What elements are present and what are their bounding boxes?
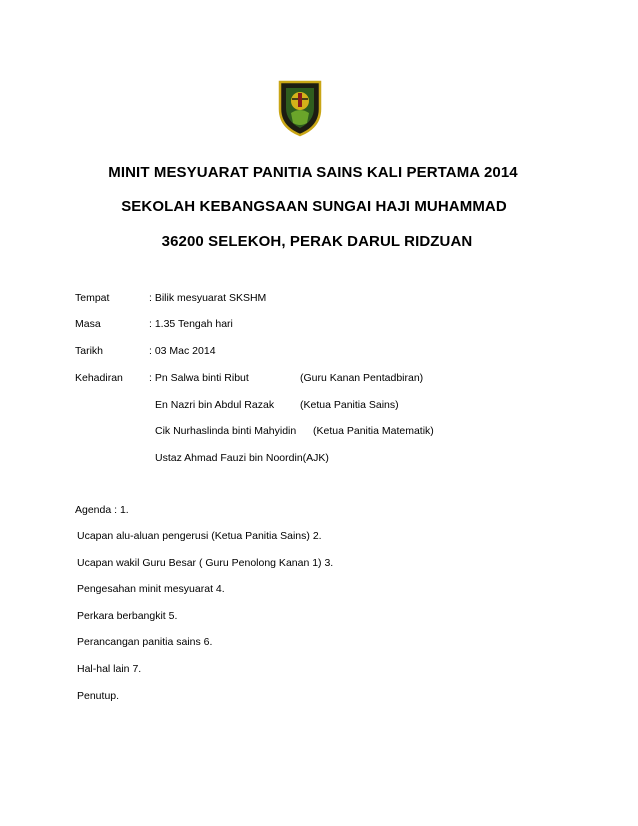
masa-value: : 1.35 Tengah hari xyxy=(149,318,233,330)
attendee-name: : Pn Salwa binti Ribut xyxy=(149,372,249,384)
document-title: MINIT MESYUARAT PANITIA SAINS KALI PERTAMA 2014 xyxy=(108,164,518,181)
tempat-value: : Bilik mesyuarat SKSHM xyxy=(149,292,267,304)
agenda-item: Hal-hal lain 7. xyxy=(77,663,142,675)
agenda-item: Perancangan panitia sains 6. xyxy=(77,636,213,648)
agenda-item: Pengesahan minit mesyuarat 4. xyxy=(77,583,225,595)
attendee-name: En Nazri bin Abdul Razak xyxy=(155,399,275,411)
tarikh-value: : 03 Mac 2014 xyxy=(149,345,216,357)
attendee-name: Ustaz Ahmad Fauzi bin Noordin(AJK) xyxy=(155,452,329,464)
school-address: 36200 SELEKOH, PERAK DARUL RIDZUAN xyxy=(161,233,473,250)
agenda-item: Penutup. xyxy=(77,690,120,702)
attendee-name: Cik Nurhaslinda binti Mahyidin xyxy=(155,425,297,437)
attendee-role: (Guru Kanan Pentadbiran) xyxy=(300,372,424,384)
agenda-item: Ucapan alu-aluan pengerusi (Ketua Panitia Sains) 2. xyxy=(77,530,322,542)
agenda-item: Ucapan wakil Guru Besar ( Guru Penolong Kanan 1) 3. xyxy=(77,557,334,569)
tarikh-label: Tarikh xyxy=(75,345,104,357)
agenda-item: Perkara berbangkit 5. xyxy=(77,610,178,622)
masa-label: Masa xyxy=(75,318,101,330)
tempat-label: Tempat xyxy=(75,292,110,304)
school-name: SEKOLAH KEBANGSAAN SUNGAI HAJI MUHAMMAD xyxy=(121,198,507,215)
attendee-role: (Ketua Panitia Sains) xyxy=(300,399,399,411)
school-crest-logo xyxy=(277,79,323,137)
agenda-heading: Agenda : 1. xyxy=(75,504,129,516)
attendee-role: (Ketua Panitia Matematik) xyxy=(313,425,434,437)
kehadiran-label: Kehadiran xyxy=(75,372,123,384)
